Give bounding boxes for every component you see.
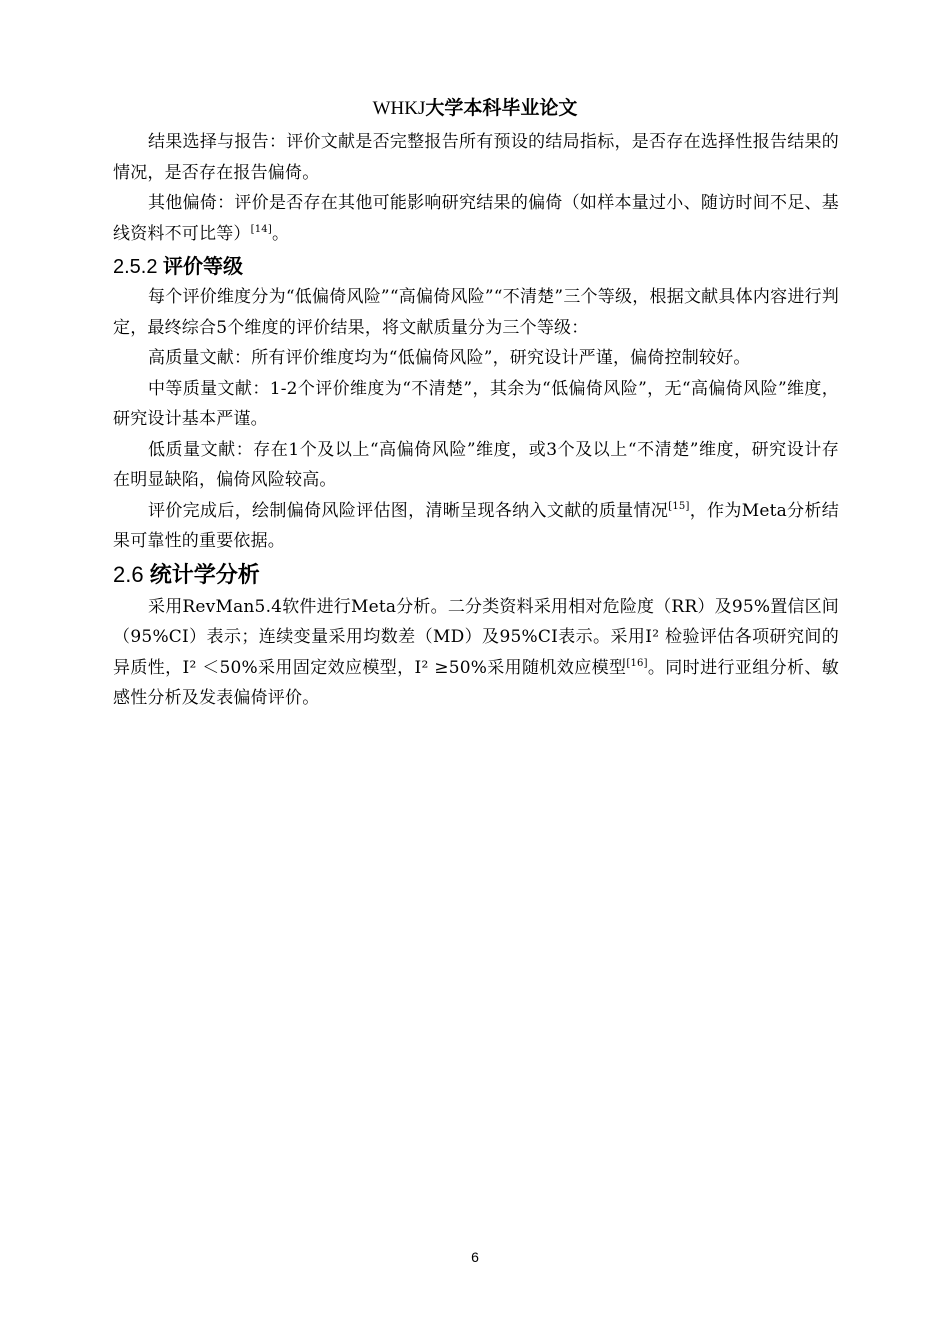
paragraph-outcome-reporting: 结果选择与报告：评价文献是否完整报告所有预设的结局指标，是否存在选择性报告结果的情况，是否存在报告偏倚。	[113, 132, 839, 183]
paragraph-text-cont: 。同时进行亚组分析、敏感性分析及发表偏倚评价。	[113, 657, 839, 708]
header-institution-code: WHKJ	[372, 98, 426, 119]
paragraph-other-bias	[113, 188, 839, 249]
citation-15: [15]	[668, 500, 690, 512]
paragraph-text: 采用RevMan5.4软件进行Meta分析。二分类资料采用相对危险度（RR）及95%置信区间（95%CI）表示；连续变量采用均数差（MD）及95%CI表示。采用I² 检验评估各项研究间的异质性，I² ＜50%采用固定效应模型，I² ≥50%采用随机效应模型	[113, 596, 840, 678]
header-thesis-title: 大学本科毕业论文	[425, 97, 578, 119]
page-number: 6	[471, 1249, 479, 1265]
paragraph-text: 其他偏倚：评价是否存在其他可能影响研究结果的偏倚（如样本量过小、随访时间不足、基线资料不可比等）	[113, 193, 839, 244]
paragraph-risk-plot	[113, 496, 839, 557]
paragraph-medium-quality: 中等质量文献：1-2个评价维度为“不清楚”，其余为“低偏倚风险”，无“高偏倚风险”维度，研究设计基本严谨。	[113, 378, 839, 429]
paragraph-low-quality: 低质量文献：存在1个及以上“高偏倚风险”维度，或3个及以上“不清楚”维度，研究设计存在明显缺陷，偏倚风险较高。	[113, 439, 839, 490]
citation-16: [16]	[626, 657, 648, 669]
section-title: 统计学分析	[149, 562, 260, 588]
paragraph-statistics	[113, 592, 839, 714]
running-header	[0, 96, 950, 121]
section-number: 2.5.2	[113, 256, 158, 278]
section-heading-2-6	[113, 559, 839, 592]
citation-14: [14]	[250, 223, 272, 235]
paragraph-grading-levels: 每个评价维度分为“低偏倚风险”“高偏倚风险”“不清楚”三个等级，根据文献具体内容进行判定，最终综合5个维度的评价结果，将文献质量分为三个等级：	[113, 287, 839, 338]
section-heading-2-5-2	[113, 251, 839, 282]
paragraph-text: 评价完成后，绘制偏倚风险评估图，清晰呈现各纳入文献的质量情况	[148, 500, 669, 521]
document-body	[113, 127, 839, 714]
paragraph-end: 。	[271, 223, 290, 244]
section-number: 2.6	[113, 561, 144, 587]
paragraph-text-cont: ，作为Meta分析结果可靠性的重要依据。	[113, 500, 840, 551]
section-title: 评价等级	[163, 254, 244, 278]
paragraph-high-quality: 高质量文献：所有评价维度均为“低偏倚风险”，研究设计严谨，偏倚控制较好。	[148, 348, 751, 368]
